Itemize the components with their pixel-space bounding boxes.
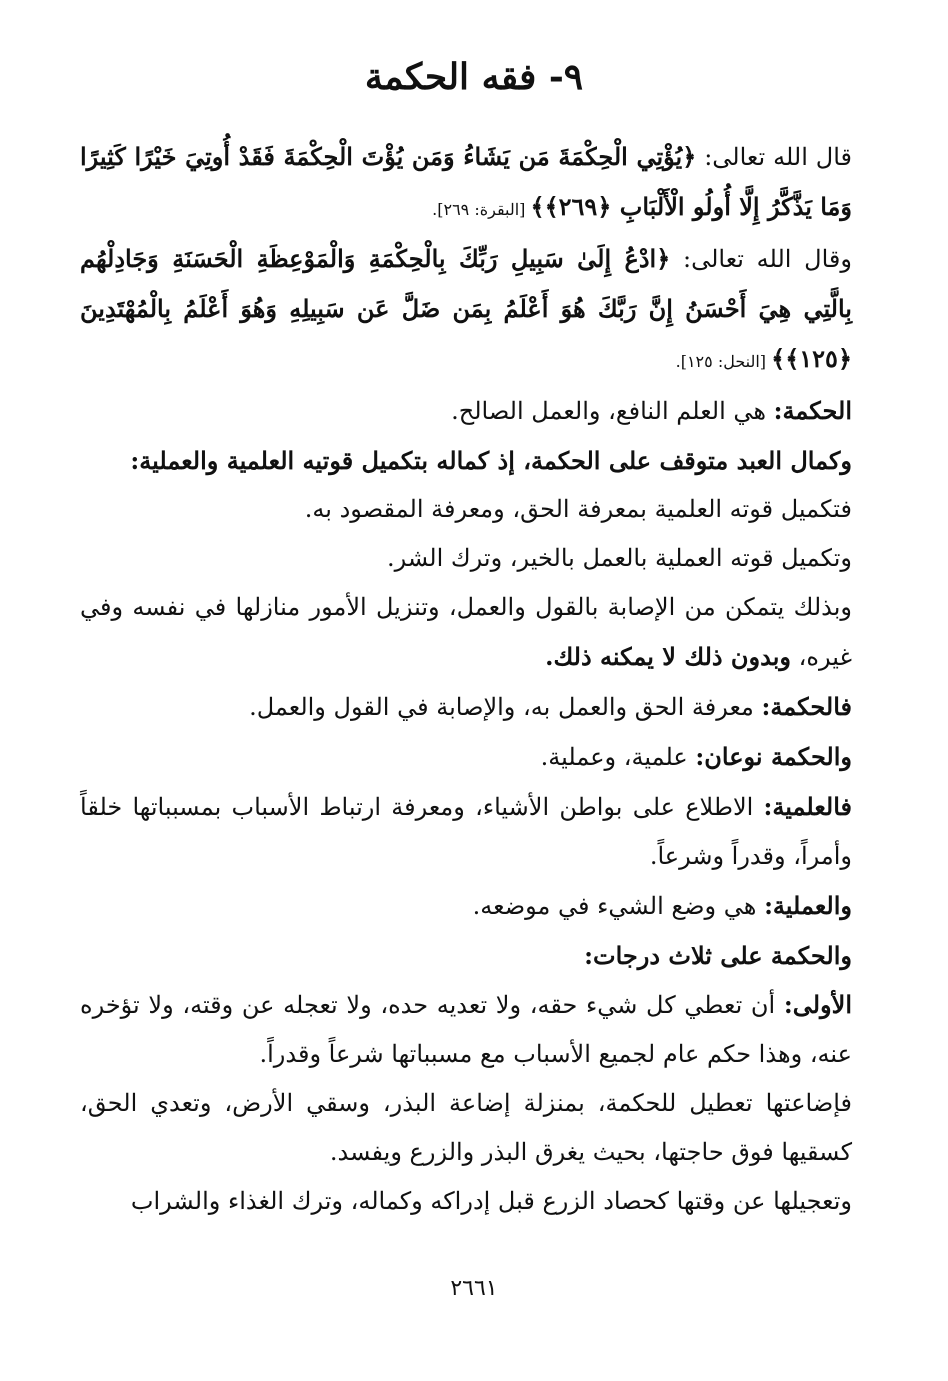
neglect-paragraph: فإضاعتها تعطيل للحكمة، بمنزلة إضاعة البذر، وسقي الأرض، وتعدي الحق، كسقيها فوق حاجتها، بحيث يغرق البذر والزرع ويفسد. [80,1089,852,1166]
first-degree-paragraph [80,980,852,1079]
page-number: ٢٦٦١ [450,1276,498,1301]
page-body [80,132,852,1226]
page-title: ٩- فقه الحكمة [364,56,584,98]
definition-paragraph [80,386,852,436]
result-bold-text: وبدون ذلك لا يمكنه ذلك. [545,642,792,671]
term-label: والحكمة نوعان: [695,742,852,771]
verse-intro: وقال الله تعالى: [670,245,852,273]
term-label: الأولى: [783,990,852,1019]
perfection-paragraph: وكمال العبد متوقف على الحكمة، إذ كماله بتكميل قوتيه العلمية والعملية: [130,446,852,475]
verse-paragraph-1 [80,132,852,234]
term-label: الحكمة: [773,396,852,425]
verse-reference: [النحل: ١٢٥]. [675,352,772,371]
practice-paragraph: وتكميل قوته العملية بالعمل بالخير، وترك الشر. [386,544,852,572]
scientific-paragraph [80,782,852,881]
result-text: وبذلك يتمكن من الإصابة بالقول والعمل، وتنزيل الأمور منازلها في نفسه وفي غيره، [80,593,852,671]
term-text: هي العلم النافع، والعمل الصالح. [451,397,774,425]
verse-intro: قال الله تعالى: [696,143,852,171]
practical-paragraph [80,881,852,931]
verse-reference: [البقرة: ٢٦٩]. [432,200,531,219]
degrees-heading: والحكمة على ثلاث درجات: [584,941,852,970]
term-text: معرفة الحق والعمل به، والإصابة في القول والعمل. [249,693,762,721]
term-label: والعملية: [764,891,852,920]
term-label: فالعلمية: [763,792,852,821]
term-label: فالحكمة: [761,692,852,721]
knowledge-paragraph: فتكميل قوته العلمية بمعرفة الحق، ومعرفة المقصود به. [304,495,852,523]
term-text: هي وضع الشيء في موضعه. [472,892,765,920]
term-text: أن تعطي كل شيء حقه، ولا تعديه حده، ولا تعجله عن وقته، ولا تؤخره عنه، وهذا حكم عام لجميع الأسباب مع مسبباتها شرعاً وقدراً. [80,991,852,1068]
wisdom-definition-paragraph [80,682,852,732]
quran-verse: ﴿ادْعُ إِلَىٰ سَبِيلِ رَبِّكَ بِالْحِكْمَةِ وَالْمَوْعِظَةِ الْحَسَنَةِ وَجَادِلْهُم بِالَّتِي هِيَ أَحْسَنُ إِنَّ رَبَّكَ هُوَ أَعْلَمُ بِمَن ضَلَّ عَن سَبِيلِهِ وَهُوَ أَعْلَمُ بِالْمُهْتَدِينَ ﴿١٢٥﴾﴾ [80,244,852,373]
types-paragraph [80,732,852,782]
verse-paragraph-2 [80,234,852,386]
quran-verse: ﴿يُؤْتِي الْحِكْمَةَ مَن يَشَاءُ وَمَن يُؤْتَ الْحِكْمَةَ فَقَدْ أُوتِيَ خَيْرًا كَثِيرًا وَمَا يَذَّكَّرُ إِلَّا أُولُو الْأَلْبَابِ ﴿٢٦٩﴾﴾ [80,142,852,221]
result-paragraph [80,583,852,682]
hastening-paragraph: وتعجيلها عن وقتها كحصاد الزرع قبل إدراكه وكماله، وترك الغذاء والشراب [130,1187,852,1215]
term-text: الاطلاع على بواطن الأشياء، ومعرفة ارتباط الأسباب بمسبباتها خلقاً وأمراً، وقدراً وشرعاً. [80,793,852,870]
term-text: علمية، وعملية. [540,743,696,771]
